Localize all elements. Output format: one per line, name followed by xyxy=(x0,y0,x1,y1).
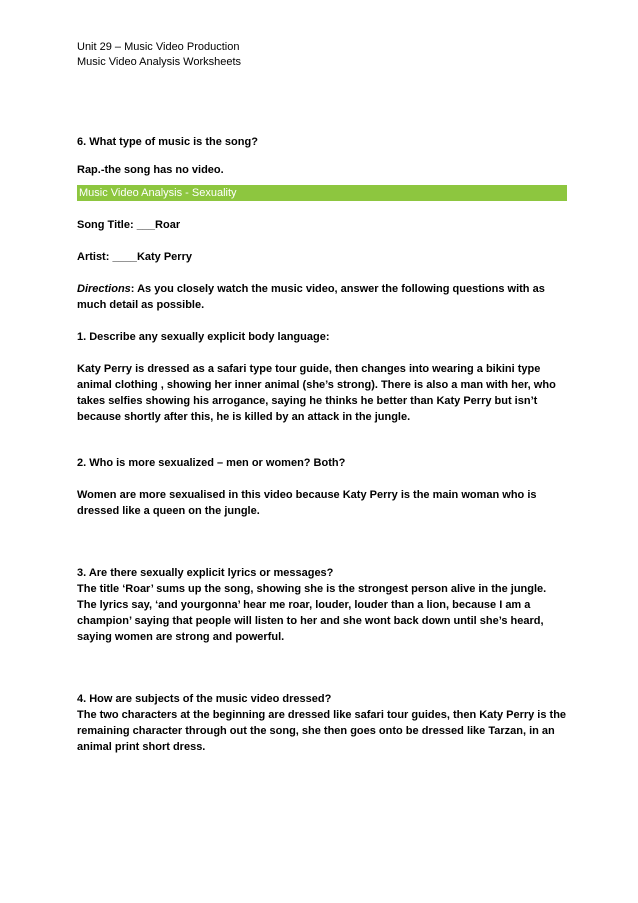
question-6: 6. What type of music is the song? xyxy=(77,136,258,148)
header-unit-title: Unit 29 – Music Video Production xyxy=(77,41,240,53)
answer-4: The two characters at the beginning are dressed like safari tour guides, then Katy Perry is the remaining character through out the song, she then goes onto be dressed like Tarzan, in an animal print short dress. xyxy=(77,709,567,753)
artist-label: Artist: xyxy=(77,251,113,263)
directions xyxy=(77,281,567,313)
question-2: 2. Who is more sexualized – men or women? Both? xyxy=(77,457,346,469)
page-header xyxy=(77,40,241,70)
song-title-label: Song Title: xyxy=(77,219,137,231)
artist-blank: ____ xyxy=(112,251,137,263)
question-4: 4. How are subjects of the music video dressed? xyxy=(77,693,332,705)
song-title-value: Roar xyxy=(155,219,181,231)
header-subtitle: Music Video Analysis Worksheets xyxy=(77,56,242,68)
answer-1: Katy Perry is dressed as a safari type tour guide, then changes into wearing a bikini type animal clothing , showing her inner animal (she’s strong). There is also a man with her, who takes selfies showing his arrogance, saying he thinks he better than Katy Perry but isn’t because shortly after this, he is killed by an attack in the jungle. xyxy=(77,363,556,423)
song-title-blank: ___ xyxy=(136,219,156,231)
question-1: 1. Describe any sexually explicit body language: xyxy=(77,331,330,343)
directions-text: : As you closely watch the music video, answer the following questions with as much detail as possible. xyxy=(77,283,545,311)
answer-2: Women are more sexualised in this video because Katy Perry is the main woman who is dressed like a queen on the jungle. xyxy=(77,489,537,517)
section-heading-bar: Music Video Analysis - Sexuality xyxy=(77,185,567,201)
question-3: 3. Are there sexually explicit lyrics or messages? xyxy=(77,567,334,579)
answer-6: Rap.-the song has no video. xyxy=(77,164,224,176)
song-title-field xyxy=(77,217,567,233)
directions-label: Directions xyxy=(77,283,131,295)
artist-value: Katy Perry xyxy=(136,251,192,263)
answer-3: The title ‘Roar’ sums up the song, showing she is the strongest person alive in the jungle. The lyrics say, ‘and yourgonna’ hear me roar, louder, louder than a lion, because I am a champion’ saying that people will listen to her and she wont back down until she’s heard, saying women are strong and powerful. xyxy=(77,583,547,643)
artist-field xyxy=(77,249,567,265)
worksheet-content xyxy=(77,134,567,755)
